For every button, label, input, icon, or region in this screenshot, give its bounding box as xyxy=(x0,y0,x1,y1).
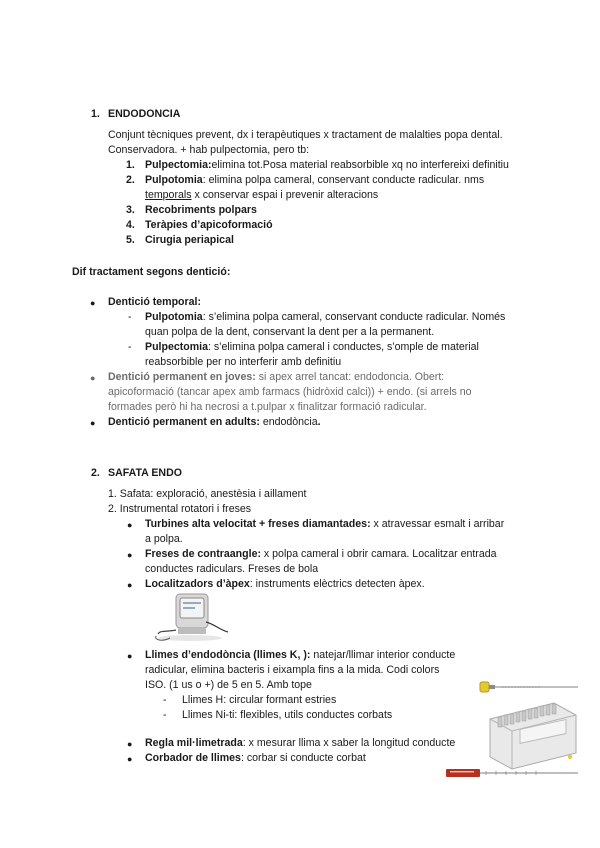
denticio-temporal-title: Dentició temporal: xyxy=(108,296,202,308)
llimes-l1 xyxy=(145,648,455,663)
temporal-pulpotomia-l1 xyxy=(145,310,505,325)
section2-sub2: 2. Instrumental rotatori i freses xyxy=(108,503,252,515)
list-item-pulpectomia xyxy=(145,158,509,173)
list-item-recobriments: Recobriments polpars xyxy=(145,204,257,216)
apex-locator-image xyxy=(150,592,230,644)
temporal-pulpotomia-text: : s’elimina polpa cameral, conservant conducte radicular. Només xyxy=(202,311,506,323)
temporal-pulpotomia-l2: quan polpa de la dent, conservant la dent per a la permanent. xyxy=(145,326,435,338)
section1-intro-line1: Conjunt tècniques prevent, dx i terapèutiques x tractament de malalties popa dental. xyxy=(108,129,503,141)
temporal-pulpectomia-bold: Pulpectomia xyxy=(145,341,208,353)
section1-intro-line2: Conservadora. + hab pulpectomia, pero tb: xyxy=(108,144,310,156)
list-item-cirugia: Cirugia periapical xyxy=(145,234,234,246)
section1-title: ENDODONCIA xyxy=(108,108,181,120)
bullet-dot: ● xyxy=(127,520,133,530)
temporal-pulpotomia-bold: Pulpotomia xyxy=(145,311,203,323)
bullet-dot: ● xyxy=(127,651,133,661)
list-item-text: x conservar espai i prevenir alteracions xyxy=(191,189,379,201)
corbador xyxy=(145,751,366,766)
endodontic-file-image xyxy=(480,680,580,694)
list-item-pulpotomia xyxy=(145,173,484,188)
denticio-joves-l3: formades però hi ha necrosi a t.pulpar x finalitzar formació radicular. xyxy=(108,401,427,413)
temporal-pulpectomia-l2: reabsorbible per no interferir amb definitiu xyxy=(145,356,342,368)
bullet-dot: ● xyxy=(90,373,96,383)
turbines-bold: Turbines alta velocitat + freses diamantades: xyxy=(145,518,371,530)
section2-number: 2. xyxy=(91,467,100,479)
endo-box-image xyxy=(484,697,580,771)
bullet-dot: ● xyxy=(127,580,133,590)
millimeter-ruler-image xyxy=(446,768,580,778)
list-item-bold: Pulpotomia xyxy=(145,174,203,186)
temporal-pulpectomia-text: : s’elimina polpa cameral i conductes, s’omple de material xyxy=(208,341,479,353)
localitzadors-bold: Localitzadors d’àpex xyxy=(145,578,250,590)
list-item-text: : elimina polpa cameral, conservant conducte radicular. nms xyxy=(202,174,485,186)
list-item-bold: Pulpectomia: xyxy=(145,159,212,171)
regla xyxy=(145,736,455,751)
denticio-adults-bold: Dentició permanent en adults: xyxy=(108,416,260,428)
regla-text: : x mesurar llima x saber la longitud conducte xyxy=(242,737,456,749)
llimes-text: natejar/llimar interior conducte xyxy=(310,649,456,661)
denticio-joves-l1 xyxy=(108,370,444,385)
bullet-dot: ● xyxy=(90,418,96,428)
dif-heading: Dif tractament segons dentició: xyxy=(72,266,231,278)
denticio-adults xyxy=(108,415,321,430)
section1-number: 1. xyxy=(91,108,100,120)
bullet-dot: ● xyxy=(127,550,133,560)
list-number-2: 2. xyxy=(126,174,135,186)
bullet-dash: - xyxy=(163,694,167,706)
llimes-h: Llimes H: circular formant estries xyxy=(182,694,337,706)
list-item-pulpotomia-cont xyxy=(145,188,378,203)
bullet-dash: - xyxy=(163,709,167,721)
denticio-joves-l2: apicoformació (tancar apex amb farmacs (hidròxid calci)) + endo. (si arrels no xyxy=(108,386,472,398)
section2-title: SAFATA ENDO xyxy=(108,467,182,479)
freses-bold: Freses de contraangle: xyxy=(145,548,261,560)
list-item-text: elimina tot.Posa material reabsorbible xq no interfereixi definitiu xyxy=(211,159,509,171)
regla-bold: Regla mil·limetrada xyxy=(145,737,243,749)
section2-sub1: 1. Safata: exploració, anestèsia i aillament xyxy=(108,488,307,500)
turbines-text: x atravessar esmalt i arribar xyxy=(370,518,505,530)
denticio-adults-dot: . xyxy=(317,416,321,428)
bullet-dash: - xyxy=(128,311,132,323)
list-number-3: 3. xyxy=(126,204,135,216)
denticio-adults-text: endodòncia xyxy=(259,416,318,428)
list-item-apicoformacio: Teràpies d’apicoformació xyxy=(145,219,273,231)
temporal-pulpectomia-l1 xyxy=(145,340,479,355)
corbador-text: : corbar si conducte corbat xyxy=(240,752,366,764)
freses-l2: conductes radiculars. Freses de bola xyxy=(145,563,319,575)
list-number-5: 5. xyxy=(126,234,135,246)
denticio-joves-text: si apex arrel tancat: endodoncia. Obert: xyxy=(255,371,445,383)
localitzadors-text: : instruments elèctrics detecten àpex. xyxy=(249,578,425,590)
corbador-bold: Corbador de llimes xyxy=(145,752,241,764)
freses-l1 xyxy=(145,547,497,562)
list-number-1: 1. xyxy=(126,159,135,171)
turbines-l2: a polpa. xyxy=(145,533,183,545)
turbines-l1 xyxy=(145,517,504,532)
underlined-word: temporals xyxy=(145,189,192,201)
llimes-l2: radicular, elimina bacteris i eixampla fins a la mida. Codi colors xyxy=(145,664,440,676)
bullet-dot: ● xyxy=(127,739,133,749)
bullet-dot: ● xyxy=(90,298,96,308)
llimes-l3: ISO. (1 us o +) de 5 en 5. Amb tope xyxy=(145,679,312,691)
llimes-niti: Llimes Ni-ti: flexibles, utils conductes corbats xyxy=(182,709,393,721)
freses-text: x polpa cameral i obrir camara. Localitzar entrada xyxy=(260,548,497,560)
localitzadors xyxy=(145,577,425,592)
llimes-bold: Llimes d’endodòncia (llimes K, ): xyxy=(145,649,311,661)
bullet-dash: - xyxy=(128,341,132,353)
denticio-joves-bold: Dentició permanent en joves: xyxy=(108,371,256,383)
bullet-dot: ● xyxy=(127,754,133,764)
list-number-4: 4. xyxy=(126,219,135,231)
